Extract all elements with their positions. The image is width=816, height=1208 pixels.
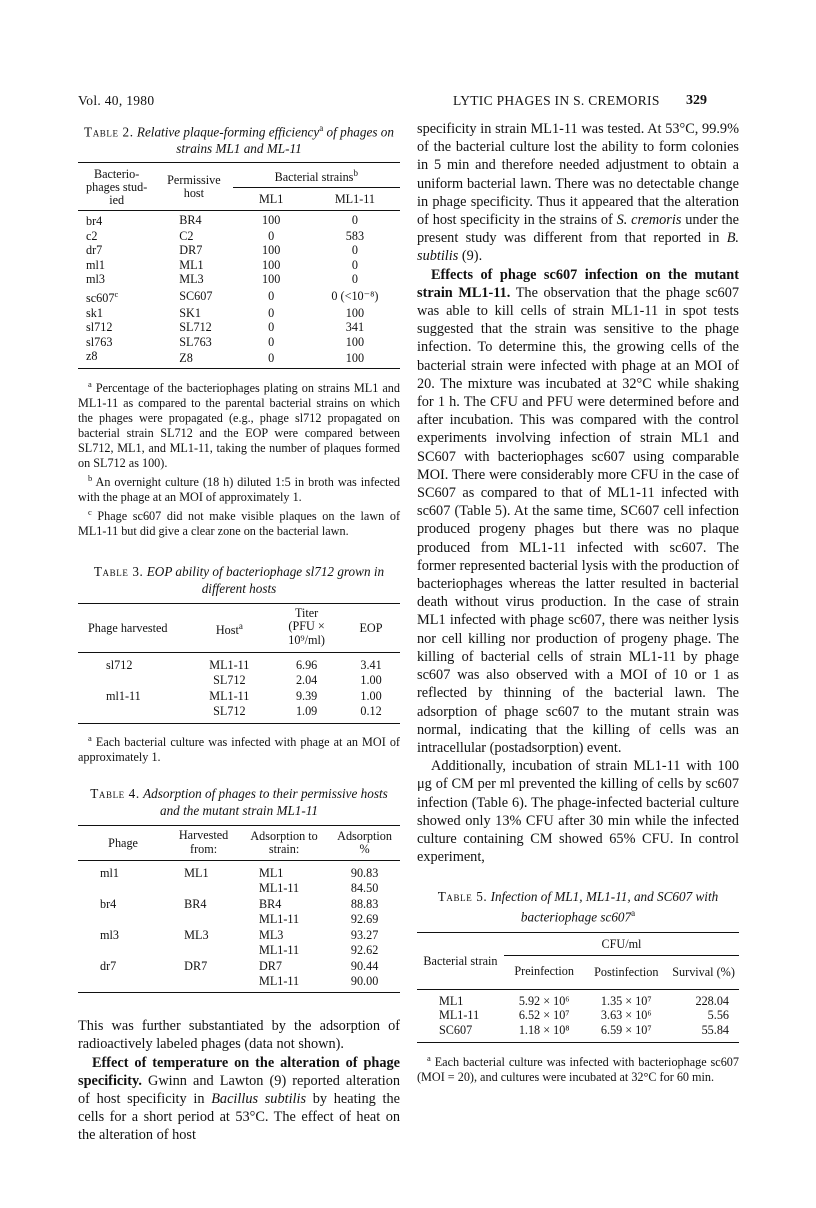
table2-head-ml1: ML1	[233, 187, 310, 211]
table4-cell-pct: 88.83	[350, 897, 379, 912]
table2-phage-name: dr7	[86, 243, 103, 258]
table2-title: Relative plaque-forming efficiency	[136, 124, 320, 140]
table-row	[417, 989, 739, 1008]
table4-cell-strain: ML3	[258, 928, 284, 943]
table3-body	[78, 653, 400, 724]
table5-cell-survival: 228.04	[695, 993, 729, 1008]
table2-cell-ml111: 0	[351, 243, 358, 258]
table4-cell-strain: ML1	[258, 866, 284, 881]
table4-number: Table 4.	[90, 786, 140, 802]
footnote-mark: a	[88, 378, 92, 389]
footnote-text: Phage sc607 did not make visible plaques on the lawn of ML1-11 but did give a clear zone on the bacterial lawn.	[78, 508, 400, 538]
table4-cell-phage: br4	[100, 897, 117, 912]
table2-phage-name: ml3	[86, 272, 105, 287]
table5-title-sup: a	[631, 908, 636, 919]
table3-cell-titer: 6.96	[295, 658, 318, 673]
page-number: 329	[686, 93, 707, 108]
table4-cell-harvested: DR7	[184, 959, 208, 974]
table2-cell-host: BR4	[179, 212, 202, 227]
table5-cell-strain: SC607	[439, 1022, 473, 1037]
table2-cell-ml111: 0	[351, 272, 358, 287]
footnote-mark: c	[88, 506, 92, 517]
table-row	[78, 349, 400, 368]
table2-footnote	[78, 377, 400, 471]
table4-cell-strain: ML1-11	[258, 973, 300, 988]
running-header-volume: Vol. 40, 1980	[78, 93, 155, 108]
table2-cell-host: SL763	[179, 334, 212, 349]
table4-cell-pct: 92.62	[350, 942, 379, 957]
table2-cell-ml111: 100	[345, 351, 365, 366]
table2-cell-phage	[78, 287, 155, 306]
table3-cell-host: ML1-11	[209, 658, 250, 673]
table2-cell-phage	[78, 243, 155, 258]
table2-cell-ml1: 0	[268, 305, 275, 320]
table2-cell-host: SC607	[179, 288, 213, 303]
table-row	[78, 335, 400, 350]
table3-head-titer: Titer (PFU × 10⁹/ml)	[288, 605, 325, 647]
table4-cell-strain: ML1-11	[258, 880, 300, 895]
table-row	[78, 243, 400, 258]
table2-cell-ml111: 0 (<10⁻⁸)	[331, 288, 379, 303]
table5-title: Infection of ML1, ML1-11, and SC607 with bacteriophage sc607	[490, 889, 719, 925]
table3-cell-phage: sl712	[106, 658, 133, 673]
table-row	[78, 926, 400, 943]
table2-cell-ml111: 583	[345, 228, 365, 243]
table-row	[78, 943, 400, 958]
table5-body	[417, 989, 739, 1043]
left-paragraph-2: Effect of temperature on the alteration of phage specificity. Gwinn and Lawton (9) reported alteration of host specificity in Bacillus subtilis by heating the cells for a short period at 53°C. The effect of heat on the alteration of host	[78, 1054, 400, 1144]
table5-head-survival: Survival (%)	[668, 956, 739, 990]
table2-phage-name: sl712	[86, 320, 113, 335]
table2-cell-ml111: 100	[345, 305, 365, 320]
table4-cell-phage	[78, 974, 168, 993]
table3-cell-titer: 1.09	[295, 703, 318, 718]
table3-cell-phage: ml1-11	[106, 689, 141, 704]
table4-head-adsorption-pct: Adsorption %	[337, 828, 392, 857]
table3	[78, 603, 400, 725]
table4-cell-harvested: BR4	[184, 897, 207, 912]
table3-head-phage: Phage harvested	[88, 620, 168, 635]
table-row	[78, 687, 400, 704]
table5-head-strain: Bacterial strain	[417, 932, 504, 989]
section-heading-temperature: Effect of temperature on the alteration of phage specificity.	[78, 1054, 400, 1089]
table2-phage-name: z8	[86, 349, 98, 364]
table2-cell-ml1: 0	[268, 288, 275, 303]
left-column	[78, 120, 400, 1145]
table2-cell-host: SL712	[179, 320, 212, 335]
table4-cell-harvested: ML1	[184, 866, 209, 881]
table5-cell-strain: ML1-11	[439, 1008, 480, 1023]
table2-cell-phage	[78, 211, 155, 229]
table3-caption	[82, 563, 396, 597]
right-paragraph-1: specificity in strain ML1-11 was tested. At 53°C, 99.9% of the bacterial culture lost the ability to form colonies in 5 min and therefore needed adjustment to obtain a uniform bacterial lawn. There was no detectable change in phage specificity. Thus it appeared that the alteration of host specificity in the strains of S. cremoris under the present study was different from that reported in B. subtilis (9).	[417, 121, 739, 265]
table3-title: EOP ability of bacteriophage sl712 grown in different hosts	[146, 563, 385, 596]
table4-head-adsorption-to: Adsorption to strain:	[250, 828, 318, 857]
table4-cell-phage: dr7	[100, 959, 117, 974]
table2-phage-name: sc607	[86, 291, 115, 306]
table4-cell-harvested	[168, 912, 239, 927]
table3-cell-eop: 1.00	[360, 689, 382, 704]
table4-cell-phage: ml1	[100, 866, 119, 881]
table4-caption	[82, 785, 396, 819]
table-row	[417, 1008, 739, 1023]
table5-cell-post: 3.63 × 10⁶	[600, 1008, 652, 1023]
table-row	[78, 306, 400, 321]
table3-head-host: Host$^a$	[215, 620, 243, 637]
table-row	[78, 211, 400, 229]
table3-cell-phage	[78, 704, 187, 724]
table3-cell-eop: 0.12	[360, 703, 382, 718]
table4-cell-pct: 90.83	[350, 866, 379, 881]
section-heading-sc607-infection: Effects of phage sc607 infection on the mutant strain ML1-11.	[417, 266, 739, 301]
table5-head-post: Postinfection	[584, 956, 668, 990]
table3-cell-eop: 3.41	[360, 658, 382, 673]
table2-title-sup: a	[319, 123, 324, 133]
table3-footnote: $^a$ Each bacterial culture was infected with phage at an MOI of approximately 1.	[78, 733, 400, 765]
table2-cell-host: Z8	[179, 351, 193, 366]
table5-footnote: $^a$ Each bacterial culture was infected with bacteriophage sc607 (MOI = 20), and cultures were incubated at 32°C for 60 min.	[417, 1053, 739, 1085]
table5-cell-post: 1.35 × 10⁷	[600, 993, 652, 1008]
table4-cell-phage	[78, 943, 168, 958]
table-row	[78, 912, 400, 927]
table2-footnote	[78, 505, 400, 539]
table2-cell-ml111: 100	[345, 334, 365, 349]
table5-cell-strain: ML1	[439, 993, 464, 1008]
footnote-mark: b	[88, 472, 93, 483]
table2-cell-phage	[78, 349, 155, 368]
table4-body	[78, 861, 400, 993]
table4-cell-harvested: ML3	[184, 928, 209, 943]
table3-cell-host: SL712	[213, 703, 246, 718]
table2-head-phage: Bacterio-phages stud-ied	[78, 163, 155, 211]
table4-cell-strain: DR7	[258, 959, 283, 974]
table2-cell-ml1: 0	[268, 320, 275, 335]
table-row	[417, 1023, 739, 1043]
table4-cell-harvested	[168, 974, 239, 993]
right-body-text	[417, 120, 739, 866]
table5-cell-post: 6.59 × 10⁷	[600, 1022, 652, 1037]
left-paragraph-1: This was further substantiated by the adsorption of radioactively labeled phages (data not shown).	[78, 1018, 400, 1053]
table2-cell-ml111: 0	[351, 257, 358, 272]
right-paragraph-2: Effects of phage sc607 infection on the mutant strain ML1-11. The observation that the phage sc607 was able to kill cells of strain ML1-11 in spot tests suggested that the strain was sensitive to the phage infection. To determine this, the growing cells of the bacterial strain were infected with phage at an MOI of 20. The mixture was incubated at 32°C while shaking for 1 h. The CFU and PFU were determined before and after incubation. This was compared with the control experiments involving infection of strain ML1 and SC607 with bacteriophages sc607 using comparable MOI. There were considerably more CFU in the case of SC607 as compared to that of ML1-11 infected with sc607 (Table 5). At the same time, SC607 cell infection produced progeny phages but there was no plaque produced from ML1-11 infected with sc607. The former represented bacterial lysis with the production of bacteriophages whereas the latter resulted in bacterial death without virus production. In the case of strain ML1 infected with phage sc607, there was neither lysis nor cell killing nor production of progeny phage. The killing of bacterial cells of strain ML1-11 by phage sc607 was also observed with a MOI of 10 or 1 as reflected by thinning of the bacterial lawn. The adsorption of phage sc607 to the mutant strain was normal, indicating that the killing of cells was an intracellular (postadsorption) event.	[417, 266, 739, 756]
left-body-text	[78, 1017, 400, 1144]
table2-cell-host: C2	[179, 228, 194, 243]
table2-footnote	[78, 471, 400, 505]
table4-cell-pct: 90.44	[350, 959, 379, 974]
table2-cell-phage	[78, 320, 155, 335]
running-header-title: LYTIC PHAGES IN S. CREMORIS	[453, 93, 660, 108]
table4	[78, 825, 400, 993]
table4-cell-strain: ML1-11	[258, 911, 300, 926]
table5-number: Table 5.	[437, 889, 488, 905]
table4-cell-pct: 90.00	[350, 973, 379, 988]
table2-footnotes	[78, 377, 400, 539]
table4-cell-harvested	[168, 943, 239, 958]
table2-cell-phage	[78, 306, 155, 321]
table5-caption	[421, 888, 735, 925]
table-row	[78, 272, 400, 287]
footnote-text: Percentage of the bacteriophages plating on strains ML1 and ML1-11 as compared to the parental bacterial strains on which the phages were propagated (e.g., phage sl712 propagated on bacterial strain SL712 and the EOP were compared between SL712, ML1, and ML1-11, taking the number of plaques formed on SL712 as 100).	[78, 380, 400, 470]
table5-cell-pre: 1.18 × 10⁸	[518, 1022, 570, 1037]
table4-cell-phage	[78, 912, 168, 927]
table3-head-eop: EOP	[359, 620, 383, 635]
table2-cell-ml1: 100	[262, 243, 281, 258]
table5-cell-pre: 5.92 × 10⁶	[518, 993, 570, 1008]
table3-cell-host: ML1-11	[209, 689, 250, 704]
table2-phage-name: sl763	[86, 334, 113, 349]
table2-cell-host: ML1	[179, 257, 204, 272]
table2-cell-ml111: 0	[351, 212, 358, 227]
table-row	[78, 258, 400, 273]
table3-cell-titer: 2.04	[295, 672, 318, 687]
table5	[417, 932, 739, 1044]
table4-cell-harvested	[168, 881, 239, 896]
table3-cell-titer: 9.39	[295, 689, 318, 704]
table2-cell-host: SK1	[179, 305, 201, 320]
table2-cell-phage	[78, 272, 155, 287]
table-row	[78, 957, 400, 974]
table2-cell-ml1: 100	[262, 272, 281, 287]
table3-number: Table 3.	[93, 563, 144, 579]
table2-head-host: Permissive host	[155, 163, 232, 211]
table4-cell-pct: 93.27	[350, 928, 379, 943]
table2-cell-ml1: 0	[268, 228, 275, 243]
table2-phage-name: sk1	[86, 305, 103, 320]
table2-number: Table 2.	[84, 124, 134, 140]
table2-cell-ml111: 341	[345, 320, 365, 335]
table3-cell-phage	[78, 673, 187, 688]
table-row	[78, 653, 400, 673]
table5-cell-survival: 5.56	[707, 1008, 729, 1023]
table2-cell-ml1: 0	[268, 334, 275, 349]
table2-cell-host: ML3	[179, 272, 204, 287]
table2-cell-phage	[78, 258, 155, 273]
table2-phage-name: c2	[86, 228, 98, 243]
table2-cell-host: DR7	[179, 243, 203, 258]
table-row	[78, 673, 400, 688]
table-row	[78, 320, 400, 335]
table2-phage-footnote-mark: c	[114, 288, 119, 299]
table5-head-pre: Preinfection	[504, 956, 585, 990]
table-row	[78, 704, 400, 724]
table4-title: Adsorption of phages to their permissive hosts and the mutant strain ML1-11	[143, 786, 388, 819]
table4-cell-phage	[78, 881, 168, 896]
table-row	[78, 229, 400, 244]
table2-title-rest: of phages on strains ML1 and ML-11	[176, 124, 394, 157]
table4-cell-pct: 84.50	[350, 880, 379, 895]
table4-head-phage: Phage	[108, 836, 138, 851]
table-row	[78, 974, 400, 993]
table5-head-cfu: CFU/ml	[504, 932, 739, 956]
table3-cell-host: SL712	[213, 672, 246, 687]
table2-phage-name: ml1	[86, 257, 105, 272]
table4-cell-strain: ML1-11	[258, 942, 300, 957]
table2-head-strains: Bacterial strains$^b$	[233, 163, 400, 188]
table4-cell-pct: 92.69	[350, 911, 379, 926]
table2-cell-phage	[78, 229, 155, 244]
right-paragraph-3: Additionally, incubation of strain ML1-11 with 100 μg of CM per ml prevented the killing of cells by sc607 infection (Table 6). The phage-infected bacterial culture showed only 13% CFU after 30 min while the infected culture containing CM showed 65% CFU. In control experiment,	[417, 758, 739, 866]
table4-cell-phage: ml3	[100, 928, 119, 943]
table5-cell-pre: 6.52 × 10⁷	[518, 1008, 570, 1023]
table-row	[78, 895, 400, 912]
table2-cell-ml1: 100	[262, 257, 281, 272]
right-column	[417, 120, 739, 1085]
footnote-text: An overnight culture (18 h) diluted 1:5 in broth was infected with the phage at an MOI of approximately 1.	[78, 474, 400, 504]
table2-head-ml111: ML1-11	[310, 187, 400, 211]
table2-cell-ml1: 100	[262, 212, 281, 227]
table2-caption	[82, 120, 396, 157]
table2-cell-ml1: 0	[268, 351, 275, 366]
table4-cell-strain: BR4	[258, 897, 282, 912]
table5-cell-survival: 55.84	[701, 1022, 729, 1037]
table2-phage-name: br4	[86, 214, 103, 229]
table-row	[78, 861, 400, 881]
table2	[78, 162, 400, 368]
table-row	[78, 287, 400, 306]
table2-cell-phage	[78, 335, 155, 350]
table-row	[78, 881, 400, 896]
table3-cell-eop: 1.00	[360, 672, 382, 687]
table4-head-harvested: Harvested from:	[178, 828, 229, 856]
table2-body	[78, 211, 400, 368]
